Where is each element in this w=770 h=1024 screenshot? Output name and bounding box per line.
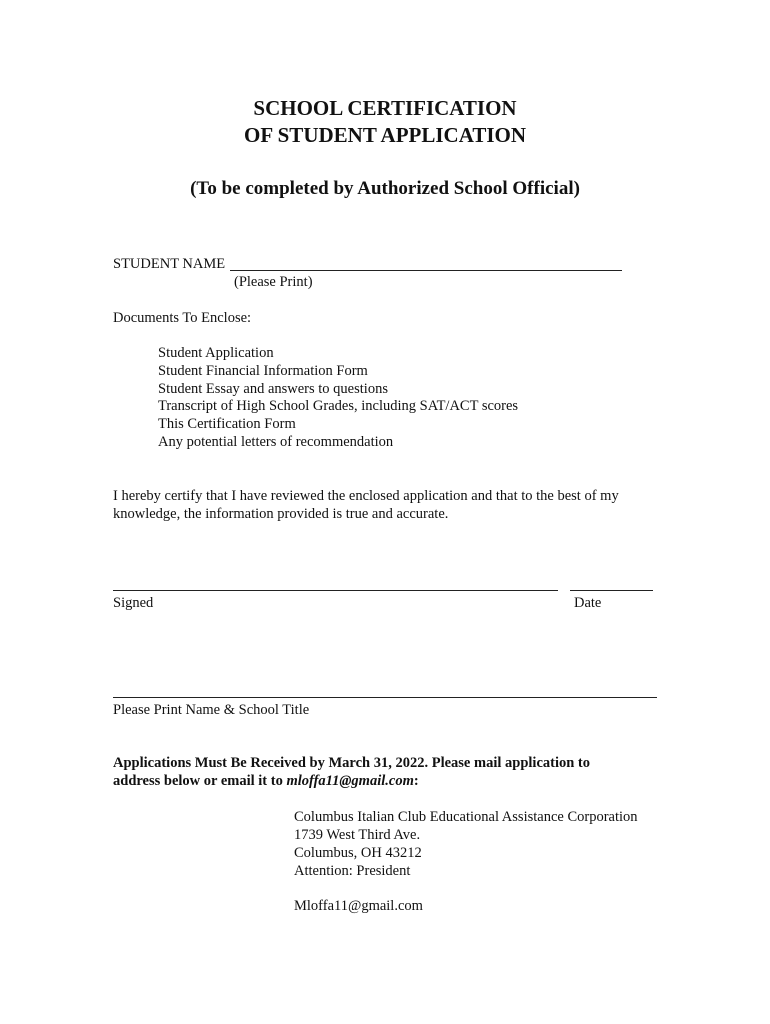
- address-email[interactable]: Mloffa11@gmail.com: [294, 898, 423, 914]
- certification-line1: I hereby certify that I have reviewed the enclosed application and that to the best of my: [113, 488, 619, 504]
- documents-list: [158, 344, 518, 451]
- print-name-label: Please Print Name & School Title: [113, 702, 310, 718]
- page-title-line1: SCHOOL CERTIFICATION: [253, 96, 517, 120]
- page-subtitle: (To be completed by Authorized School Official): [190, 178, 580, 199]
- documents-heading: Documents To Enclose:: [113, 310, 252, 326]
- address-line2: 1739 West Third Ave.: [294, 827, 421, 843]
- page-title-line2: OF STUDENT APPLICATION: [244, 123, 526, 147]
- student-name-label: STUDENT NAME: [113, 256, 226, 272]
- signature-field[interactable]: [113, 590, 558, 591]
- list-item: Transcript of High School Grades, including SAT/ACT scores: [158, 398, 519, 415]
- list-item: Student Essay and answers to questions: [158, 380, 388, 397]
- list-item: Student Application: [158, 345, 274, 361]
- list-item: This Certification Form: [158, 416, 296, 433]
- print-name-field[interactable]: [113, 697, 657, 698]
- student-name-field[interactable]: [230, 270, 622, 271]
- list-item: Student Financial Information Form: [158, 362, 368, 379]
- deadline-line1: Applications Must Be Received by March 31, 2022. Please mail application to: [113, 755, 590, 771]
- deadline-suffix: :: [413, 773, 419, 789]
- date-field[interactable]: [570, 590, 653, 591]
- certification-line2: knowledge, the information provided is true and accurate.: [113, 506, 449, 522]
- signed-label: Signed: [113, 595, 154, 611]
- deadline-email-link[interactable]: mloffa11@gmail.com: [286, 773, 414, 789]
- address-line1: Columbus Italian Club Educational Assistance Corporation: [294, 809, 638, 825]
- student-name-hint: (Please Print): [234, 274, 313, 290]
- address-line3: Columbus, OH 43212: [294, 845, 422, 861]
- deadline-line2: [113, 772, 419, 790]
- date-label: Date: [574, 595, 602, 611]
- list-item: Any potential letters of recommendation: [158, 433, 394, 450]
- deadline-prefix: address below or email it to: [113, 773, 287, 789]
- address-line4: Attention: President: [294, 863, 411, 879]
